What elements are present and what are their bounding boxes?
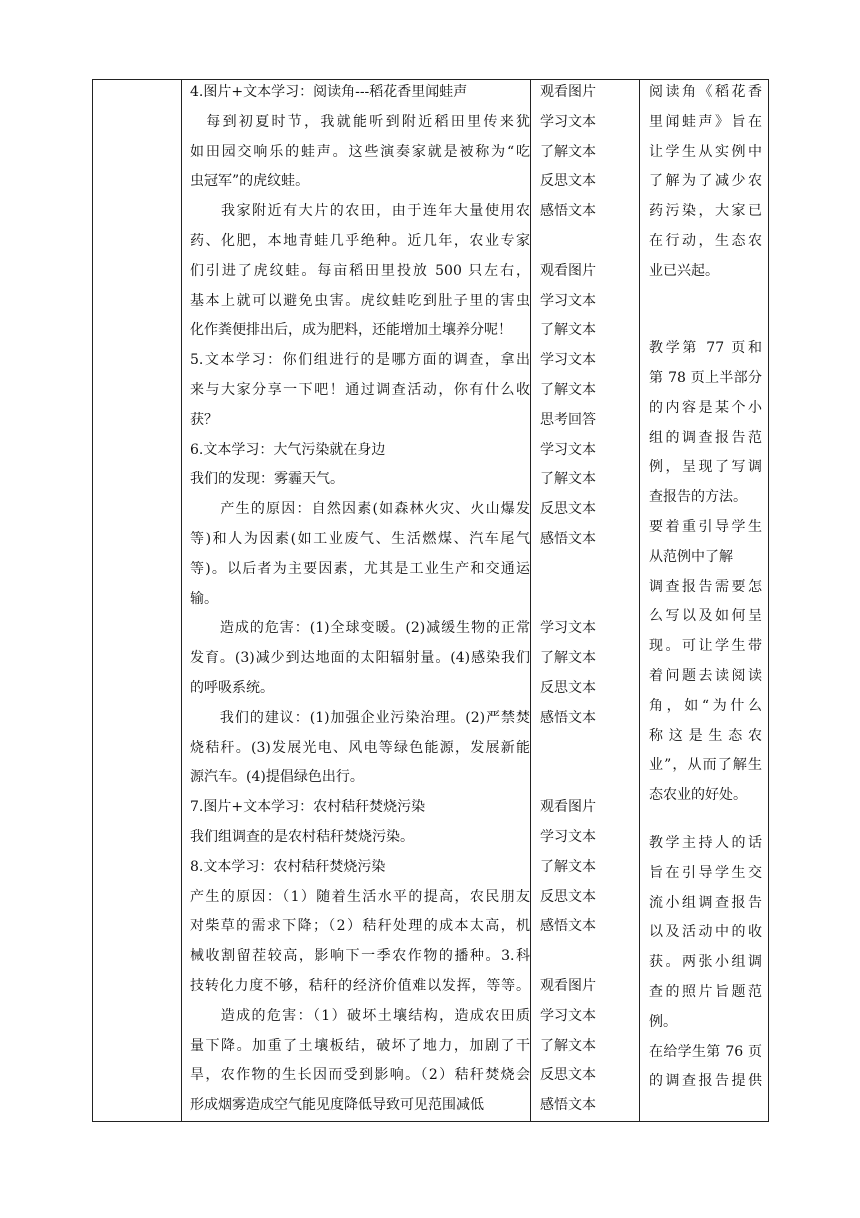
activity-line: 学习文本 (540, 113, 596, 130)
content-line: 我们的发现：雾霾天气。 (190, 471, 344, 488)
activity-line: 观看图片 (540, 799, 596, 816)
activity-line: 了解文本 (540, 143, 596, 160)
activity-line: 反思文本 (540, 501, 596, 518)
note-line: 例。 (649, 1013, 677, 1030)
table-border-bottom (92, 1121, 769, 1122)
content-line: 对柴草的需求下降；（2）秸秆处理的成本太高，机 (190, 918, 530, 935)
content-line: 的呼吸系统。 (190, 680, 274, 696)
activity-line: 学习文本 (540, 620, 596, 637)
content-line: 械收割留茬较高，影响下一季农作物的播种。3.科 (190, 948, 530, 965)
note-line: 阅读角《稻花香 (649, 84, 762, 100)
activity-line: 学习文本 (540, 1007, 596, 1024)
content-line: 我家附近有大片的农田，由于连年大量使用农 (190, 203, 530, 220)
note-line: 例，呈现了写调 (649, 459, 762, 476)
content-line: 源汽车。(4)提倡绿色出行。 (190, 769, 364, 786)
content-line: 药、化肥，本地青蛙几乎绝种。近几年，农业专家 (190, 233, 530, 249)
content-line: 8.文本学习：农村秸秆焚烧污染 (190, 858, 386, 875)
note-line: 业”，从而了解生 (649, 757, 762, 774)
note-line: 里闻蛙声》旨在 (649, 113, 762, 130)
note-line: 查的照片旨题范 (649, 983, 762, 1000)
activity-line: 了解文本 (540, 1037, 596, 1054)
note-line: 教学主持人的话 (649, 834, 762, 851)
activity-line: 反思文本 (540, 888, 596, 905)
note-line: 在行动，生态农 (649, 233, 762, 249)
activity-line: 学习文本 (540, 441, 596, 458)
content-line: 如田园交响乐的蛙声。这些演奏家就是被称为“吃 (190, 143, 530, 160)
activity-line: 感悟文本 (540, 531, 596, 547)
note-line: 着问题去读阅读 (649, 668, 762, 685)
note-line: 态农业的好处。 (649, 787, 747, 804)
content-line: 7.图片+文本学习：农村秸秆焚烧污染 (190, 799, 426, 816)
note-line: 组的调查报告范 (649, 429, 762, 446)
note-line: 从范例中了解 (649, 548, 733, 565)
note-line: 要着重引导学生 (649, 519, 762, 536)
content-line: 6.文本学习：大气污染就在身边 (190, 441, 386, 458)
note-line: 的内容是某个小 (649, 399, 762, 416)
content-line: 造成的危害：（1）破坏土壤结构，造成农田质 (190, 1007, 530, 1024)
activity-line: 思考回答 (540, 411, 596, 428)
activity-line: 了解文本 (540, 471, 596, 488)
content-line: 我们组调查的是农村秸秆焚烧污染。 (190, 829, 414, 845)
column-divider-2 (530, 79, 531, 1122)
note-line: 在给学生第 76 页 (649, 1043, 762, 1060)
activity-line: 感悟文本 (540, 203, 596, 220)
content-line: 造成的危害：(1)全球变暖。(2)减缓生物的正常 (190, 620, 530, 637)
content-line: 化作粪便排出后，成为肥料，还能增加土壤养分呢！ (190, 322, 512, 339)
content-line: 发育。(3)减少到达地面的太阳辐射量。(4)感染我们 (190, 650, 530, 667)
note-line: 调查报告需要怎 (649, 578, 762, 595)
activity-line: 观看图片 (540, 978, 596, 994)
activity-line: 了解文本 (540, 858, 596, 875)
content-line: 量下降。加重了土壤板结，破坏了地力，加剧了干 (190, 1037, 530, 1054)
table-border-right (768, 79, 769, 1122)
lesson-table (92, 79, 769, 1122)
activity-line: 感悟文本 (540, 1097, 596, 1114)
content-line: 烧秸秆。(3)发展光电、风电等绿色能源，发展新能 (190, 739, 530, 756)
content-line: 们引进了虎纹蛙。每亩稻田里投放 500 只左右， (190, 262, 530, 279)
table-border-top (92, 79, 769, 80)
activity-line: 观看图片 (540, 84, 596, 100)
activity-line: 感悟文本 (540, 709, 596, 726)
activity-line: 了解文本 (540, 650, 596, 667)
note-line: 旨在引导学生交 (649, 864, 762, 881)
note-line: 的调查报告提供 (649, 1073, 762, 1090)
content-line: 5.文本学习：你们组进行的是哪方面的调查，拿出 (190, 352, 530, 369)
activity-line: 反思文本 (540, 680, 596, 696)
activity-line: 学习文本 (540, 352, 596, 369)
activity-line: 反思文本 (540, 173, 596, 190)
content-line: 我们的建议：(1)加强企业污染治理。(2)严禁焚 (190, 709, 530, 726)
content-line: 基本上就可以避免虫害。虎纹蛙吃到肚子里的害虫 (190, 292, 530, 309)
activity-line: 学习文本 (540, 292, 596, 309)
blank-column-cell (93, 79, 181, 1121)
note-line: 获。两张小组调 (649, 954, 762, 971)
activity-line: 观看图片 (540, 262, 596, 279)
note-line: 么写以及如何呈 (649, 608, 762, 625)
note-line: 业已兴起。 (649, 262, 719, 279)
note-line: 角，如“为什么 (649, 697, 762, 714)
note-line: 第 78 页上半部分 (649, 370, 762, 387)
content-line: 产生的原因：（1）随着生活水平的提高，农民朋友 (190, 888, 530, 905)
content-line: 获？ (190, 411, 218, 428)
content-line: 每到初夏时节，我就能听到附近稻田里传来犹 (190, 113, 530, 130)
activity-line: 了解文本 (540, 322, 596, 339)
note-line: 流小组调查报告 (649, 894, 762, 911)
content-line: 旱，农作物的生长因而受到影响。（2）秸秆焚烧会 (190, 1067, 530, 1084)
content-line: 形成烟雾造成空气能见度降低导致可见范围减低 (190, 1097, 484, 1114)
content-line: 输。 (190, 590, 218, 607)
column-divider-3 (639, 79, 640, 1122)
content-line: 技转化力度不够，秸秆的经济价值难以发挥，等等。 (190, 978, 530, 994)
content-line: 4.图片+文本学习：阅读角---稻花香里闻蛙声 (190, 84, 468, 100)
note-line: 以及活动中的收 (649, 924, 762, 941)
content-line: 虫冠军”的虎纹蛙。 (190, 173, 310, 190)
note-line: 让学生从实例中 (649, 143, 762, 160)
content-line: 等)和人为因素(如工业废气、生活燃煤、汽车尾气 (190, 531, 530, 547)
activity-line: 反思文本 (540, 1067, 596, 1084)
content-line: 来与大家分享一下吧！通过调查活动，你有什么收 (190, 382, 530, 398)
note-line: 称 这 是 生 态 农 (649, 727, 762, 744)
note-line: 药污染，大家已 (649, 203, 762, 220)
activity-line: 学习文本 (540, 829, 596, 845)
column-divider-1 (181, 79, 182, 1122)
note-line: 查报告的方法。 (649, 489, 747, 506)
note-line: 了解为了减少农 (649, 173, 762, 190)
note-line: 现。可让学生带 (649, 638, 762, 655)
note-line: 教学第 77 页和 (649, 340, 762, 357)
activity-line: 感悟文本 (540, 918, 596, 935)
content-line: 产生的原因：自然因素(如森林火灾、火山爆发 (190, 501, 530, 518)
activity-line: 了解文本 (540, 382, 596, 398)
content-line: 等)。以后者为主要因素，尤其是工业生产和交通运 (190, 560, 530, 577)
